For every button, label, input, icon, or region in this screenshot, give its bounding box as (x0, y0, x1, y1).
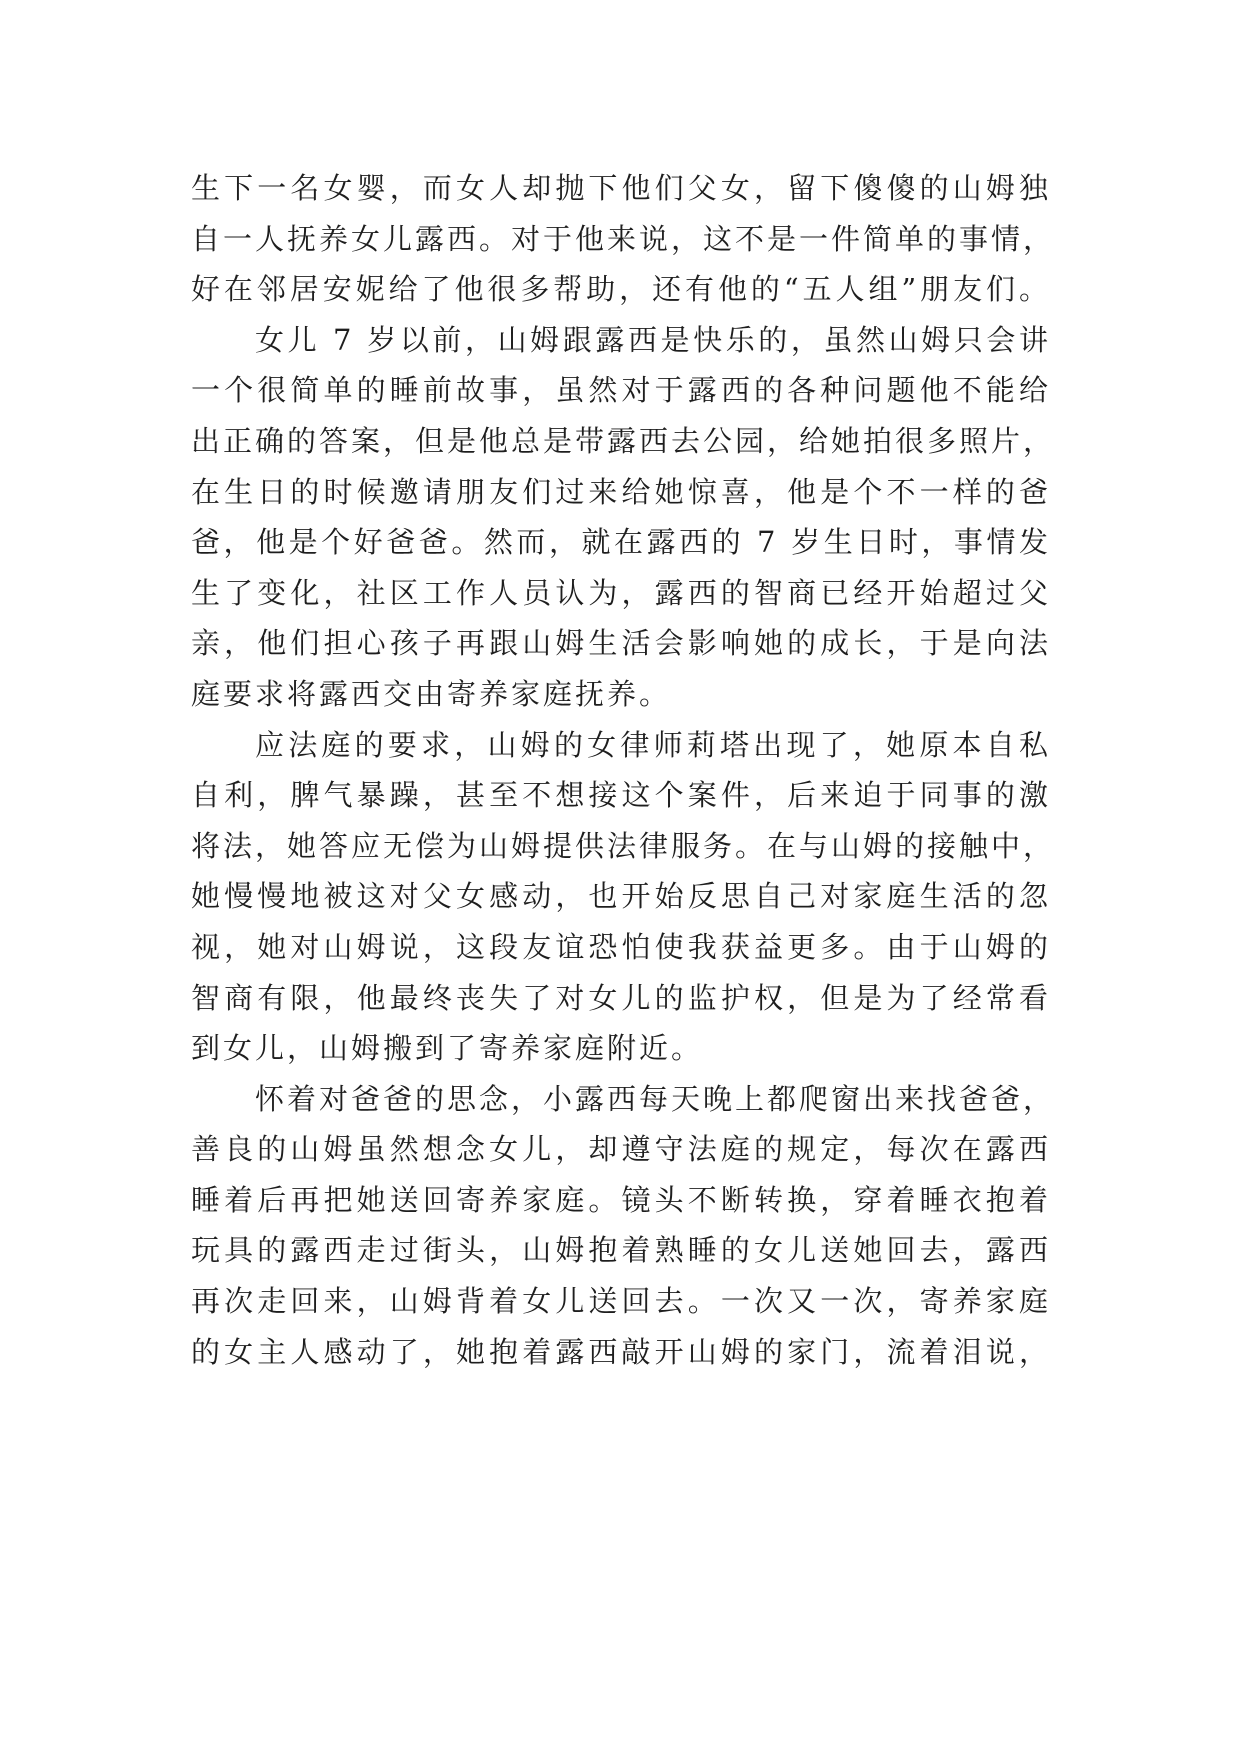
text-line: 生了变化，社区工作人员认为，露西的智商已经开始超过父 (191, 575, 1051, 610)
text-line: 善良的山姆虽然想念女儿，却遵守法庭的规定，每次在露西 (191, 1132, 1051, 1167)
body-text (191, 163, 1056, 1377)
text-line: 将法，她答应无偿为山姆提供法律服务。在与山姆的接触中， (191, 828, 1056, 863)
text-line: 应法庭的要求，山姆的女律师莉塔出现了，她原本自私 (255, 727, 1051, 762)
text-line: 到女儿，山姆搬到了寄养家庭附近。 (191, 1031, 704, 1066)
text-line: 的女主人感动了，她抱着露西敲开山姆的家门，流着泪说， (191, 1334, 1051, 1369)
text-line: 自利，脾气暴躁，甚至不想接这个案件，后来迫于同事的激 (191, 778, 1051, 813)
text-line: 她慢慢地被这对父女感动，也开始反思自己对家庭生活的忽 (191, 879, 1051, 914)
paragraph (191, 163, 1056, 315)
text-line: 自一人抚养女儿露西。对于他来说，这不是一件简单的事情， (191, 221, 1056, 256)
paragraph (191, 720, 1056, 1074)
text-line: 亲，他们担心孩子再跟山姆生活会影响她的成长，于是向法 (191, 626, 1051, 661)
text-line: 女儿 7 岁以前，山姆跟露西是快乐的，虽然山姆只会讲 (255, 322, 1051, 357)
text-line: 怀着对爸爸的思念，小露西每天晚上都爬窗出来找爸爸， (255, 1081, 1056, 1116)
text-line: 睡着后再把她送回寄养家庭。镜头不断转换，穿着睡衣抱着 (191, 1182, 1051, 1217)
text-line: 爸，他是个好爸爸。然而，就在露西的 7 岁生日时，事情发 (191, 525, 1051, 560)
text-line: 生下一名女婴，而女人却抛下他们父女，留下傻傻的山姆独 (191, 171, 1051, 205)
text-line: 智商有限，他最终丧失了对女儿的监护权，但是为了经常看 (191, 980, 1051, 1015)
text-line: 出正确的答案，但是他总是带露西去公园，给她拍很多照片， (191, 423, 1056, 458)
paragraph (191, 1074, 1056, 1378)
text-line: 庭要求将露西交由寄养家庭抚养。 (191, 676, 672, 711)
text-line: 好在邻居安妮给了他很多帮助，还有他的“五人组”朋友们。 (191, 272, 1051, 307)
text-line: 一个很简单的睡前故事，虽然对于露西的各种问题他不能给 (191, 373, 1051, 408)
text-line: 视，她对山姆说，这段友谊恐怕使我获益更多。由于山姆的 (191, 929, 1051, 964)
text-line: 在生日的时候邀请朋友们过来给她惊喜，他是个不一样的爸 (191, 474, 1051, 509)
paragraph (191, 315, 1056, 720)
text-line: 玩具的露西走过街头，山姆抱着熟睡的女儿送她回去，露西 (191, 1233, 1051, 1268)
text-line: 再次走回来，山姆背着女儿送回去。一次又一次，寄养家庭 (191, 1284, 1051, 1319)
